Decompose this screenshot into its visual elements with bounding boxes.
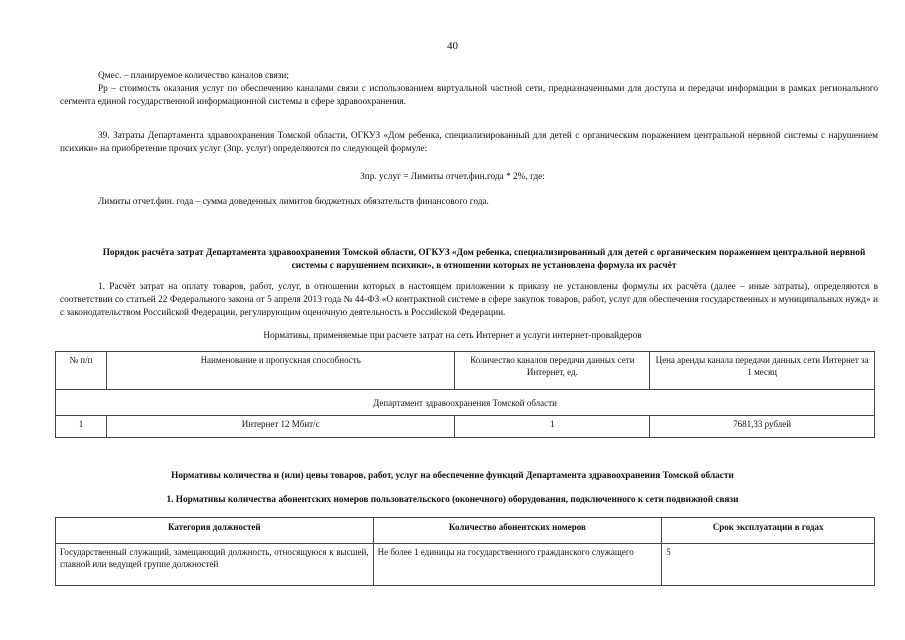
pp-definition: Pр – стоимость оказания услуг по обеспечению каналами связи с использованием виртуальной частной сети, предназначенными для доступа и передачи информации в рамках регионального сегмента единой государственной информационной системы в сфере здравоохранения. xyxy=(60,84,878,107)
internet-table-caption: Нормативы, применяемые при расчете затрат на сеть Интернет и услуги интернет-провайдеров xyxy=(263,331,642,341)
item-39-paragraph: 39. Затраты Департамента здравоохранения Томской области, ОГКУЗ «Дом ребенка, специализированный для детей с органическим поражением центральной нервной системы с нарушением психики» на приобретение прочих услуг (Зпр. услуг) определяются по следующей формуле: xyxy=(60,131,878,154)
item-39-formula: Зпр. услуг = Лимиты отчет.фин.года * 2%, где: xyxy=(360,172,545,182)
cell-name: Интернет 12 Мбит/с xyxy=(106,416,455,438)
page-number: 40 xyxy=(447,40,458,52)
cell-number: 1 xyxy=(56,416,107,438)
cell-channels: 1 xyxy=(455,416,650,438)
header-number: № п/п xyxy=(56,352,107,390)
table-row xyxy=(56,544,875,586)
header-service-life: Срок эксплуатации в годах xyxy=(662,518,875,544)
internet-norms-table xyxy=(55,351,875,438)
header-subscriber-count: Количество абонентских номеров xyxy=(373,518,662,544)
header-name: Наименование и пропускная способность xyxy=(106,352,455,390)
cell-price: 7681,33 рублей xyxy=(650,416,875,438)
cell-service-life: 5 xyxy=(662,544,875,586)
header-position-category: Категория должностей xyxy=(56,518,374,544)
norms-subheading: 1. Нормативы количества абонентских номеров пользовательского (оконечного) оборудования, подключенного к сети подвижной связи xyxy=(166,495,739,505)
header-channels: Количество каналов передачи данных сети Интернет, ед. xyxy=(455,352,650,390)
norms-heading: Нормативы количества и (или) цены товаров, работ, услуг на обеспечение функций Департамента здравоохранения Томской области xyxy=(171,471,734,481)
procedure-heading: Порядок расчёта затрат Департамента здравоохранения Томской области, ОГКУЗ «Дом ребенка, специализированный для детей с органическим поражением центральной нервной системы с нарушением психики», в отношении которых не установлена формула их расчёт xyxy=(102,248,866,271)
limits-definition: Лимиты отчет.фин. года – сумма доведенных лимитов бюджетных обязательств финансового года. xyxy=(98,197,489,207)
qmes-definition: Qмес. – планируемое количество каналов связи; xyxy=(98,71,289,81)
header-price: Цена аренды канала передачи данных сети Интернет за 1 месяц xyxy=(650,352,875,390)
procedure-paragraph: 1. Расчёт затрат на оплату товаров, работ, услуг, в отношении которых в настоящем приложении к приказу не установлены формулы их расчёта (далее – иные затраты), определяются в соответствии со статьей 22 Федерального закона от 5 апреля 2013 года № 44-ФЗ «О контрактной системе в сфере закупок товаров, работ, услуг для обеспечения государственных и муниципальных нужд» и с законодательством Российской Федерации, регулирующим оценочную деятельность в Российской Федерации. xyxy=(60,282,878,318)
subscriber-numbers-table xyxy=(55,517,875,586)
cell-subscriber-count: Не более 1 единицы на государственного гражданского служащего xyxy=(373,544,662,586)
cell-position-category: Государственный служащий, замещающий должность, относящуюся к высшей, главной или ведущей группе должностей xyxy=(56,544,374,586)
table-row xyxy=(56,416,875,438)
table-section-row: Департамент здравоохранения Томской области xyxy=(56,390,875,416)
